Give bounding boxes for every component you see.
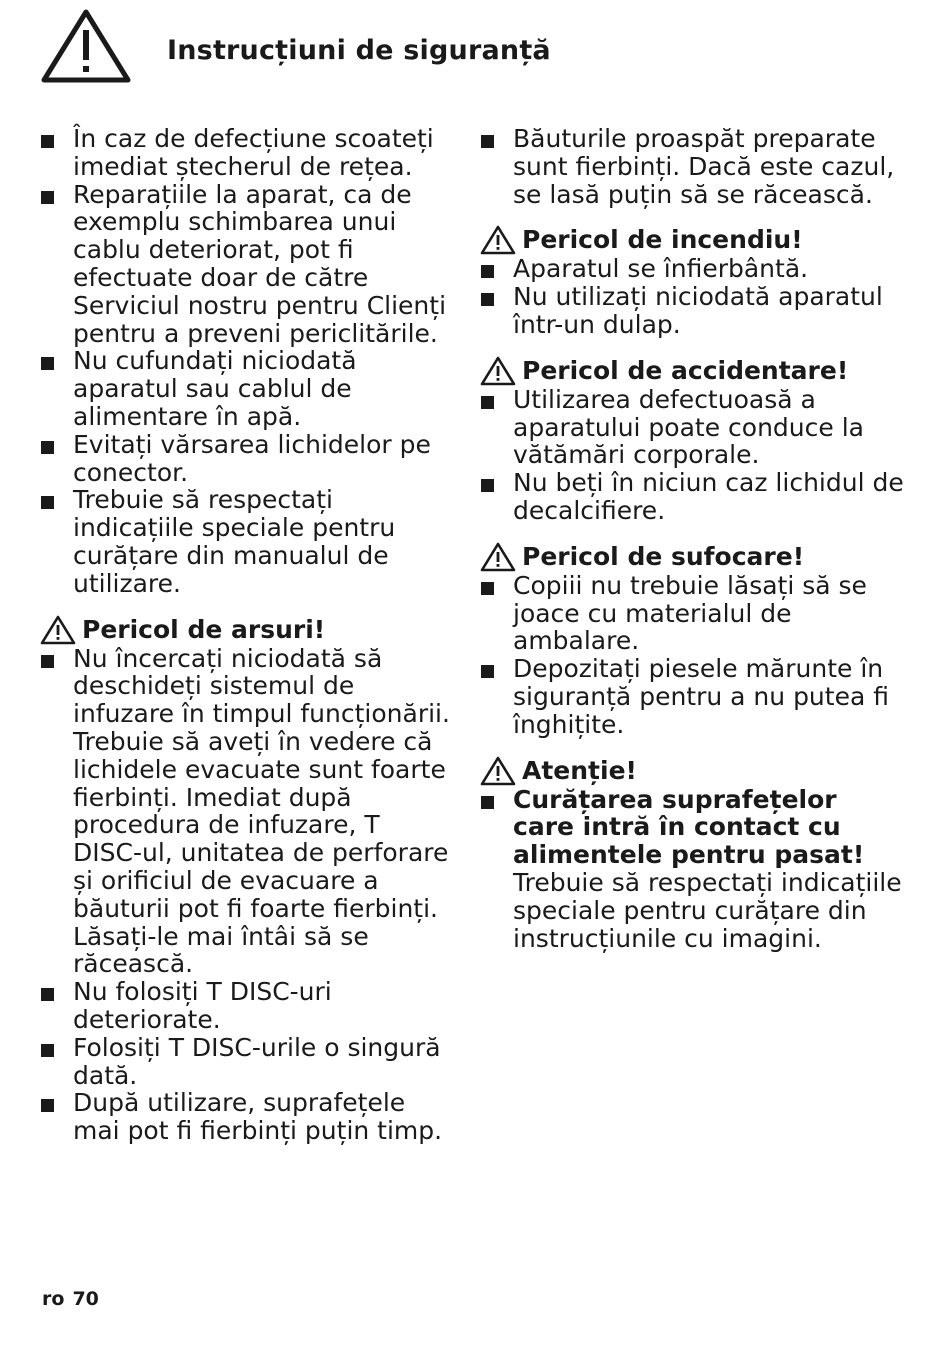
bullet-icon [481,265,494,278]
bullet-icon [481,396,494,409]
heading-attention: Atenție! [480,756,905,786]
bullet-icon [481,582,494,595]
right-column [480,125,905,952]
bullet-icon [41,988,54,1001]
warning-triangle-icon [40,615,76,645]
warning-triangle-icon [480,542,516,572]
list-item: Nu utilizați niciodată aparatul într-un dulap. [480,283,905,339]
heading-fire-hazard: Pericol de incendiu! [480,225,905,255]
burn-hazard-list [40,645,450,1145]
warning-triangle-icon [40,8,132,84]
bullet-icon [481,135,494,148]
list-item: Copiii nu trebuie lăsați să se joace cu materialul de ambalare. [480,572,905,655]
list-item [480,786,905,953]
language-code: ro [42,1288,65,1310]
list-item: Aparatul se înfierbântă. [480,255,905,283]
page-number: 70 [72,1288,99,1310]
list-item: Nu folosiți T DISC-uri deteriorate. [40,978,450,1034]
warning-triangle-icon [480,225,516,255]
fire-hazard-list [480,255,905,338]
list-item: În caz de defecțiune scoateți imediat ștecherul de rețea. [40,125,450,181]
bullet-icon [41,357,54,370]
hot-drinks-list [480,125,905,208]
attention-text: Trebuie să respectați indicațiile speciale pentru curățare din instrucțiunile cu imagini. [513,867,902,953]
attention-list [480,786,905,953]
warning-triangle-icon [480,756,516,786]
bullet-icon [41,135,54,148]
bullet-icon [481,796,494,809]
page-footer [42,1288,99,1310]
bullet-icon [41,191,54,204]
bullet-icon [481,665,494,678]
list-item: Nu cufundați niciodată aparatul sau cablul de alimentare în apă. [40,347,450,430]
left-column [40,125,450,1145]
bullet-icon [41,1099,54,1112]
bullet-icon [481,479,494,492]
page-header [40,8,920,88]
page-title: Instrucțiuni de siguranță [167,35,551,66]
bullet-icon [41,441,54,454]
general-safety-list [40,125,450,598]
attention-bold-text: Curățarea suprafețelor care intră în contact cu alimentele pentru pasat! [513,784,865,870]
list-item: Folosiți T DISC-urile o singură dată. [40,1034,450,1090]
list-item: Depozitați piesele mărunte în siguranță pentru a nu putea fi înghițite. [480,655,905,738]
list-item: După utilizare, suprafețele mai pot fi fierbinți puțin timp. [40,1089,450,1145]
bullet-icon [481,293,494,306]
bullet-icon [41,1044,54,1057]
bullet-icon [41,655,54,668]
list-item: Utilizarea defectuoasă a aparatului poate conduce la vătămări corporale. [480,386,905,469]
list-item: Trebuie să respectați indicațiile speciale pentru curățare din manualul de utilizare. [40,486,450,597]
injury-hazard-list [480,386,905,525]
list-item: Reparațiile la aparat, ca de exemplu schimbarea unui cablu deteriorat, pot fi efectuate doar de către Serviciul nostru pentru Clienți pentru a preveni periclitările. [40,181,450,348]
list-item: Nu beți în niciun caz lichidul de decalcifiere. [480,469,905,525]
list-item: Nu încercați niciodată să deschideți sistemul de infuzare în timpul funcționării. Trebuie să aveți în vedere că lichidele evacuate sunt foarte fierbinți. Imediat după procedura de infuzare, T DISC-ul, unitatea de perforare și orificiul de evacuare a băuturii pot fi foarte fierbinți. Lăsați-le mai întâi să se răcească. [40,645,450,979]
heading-burn-hazard: Pericol de arsuri! [40,615,450,645]
warning-triangle-icon [480,356,516,386]
heading-injury-hazard: Pericol de accidentare! [480,356,905,386]
suffocation-hazard-list [480,572,905,739]
bullet-icon [41,496,54,509]
list-item: Băuturile proaspăt preparate sunt fierbinți. Dacă este cazul, se lasă puțin să se răcească. [480,125,905,208]
list-item: Evitați vărsarea lichidelor pe conector. [40,431,450,487]
heading-suffocation-hazard: Pericol de sufocare! [480,542,905,572]
